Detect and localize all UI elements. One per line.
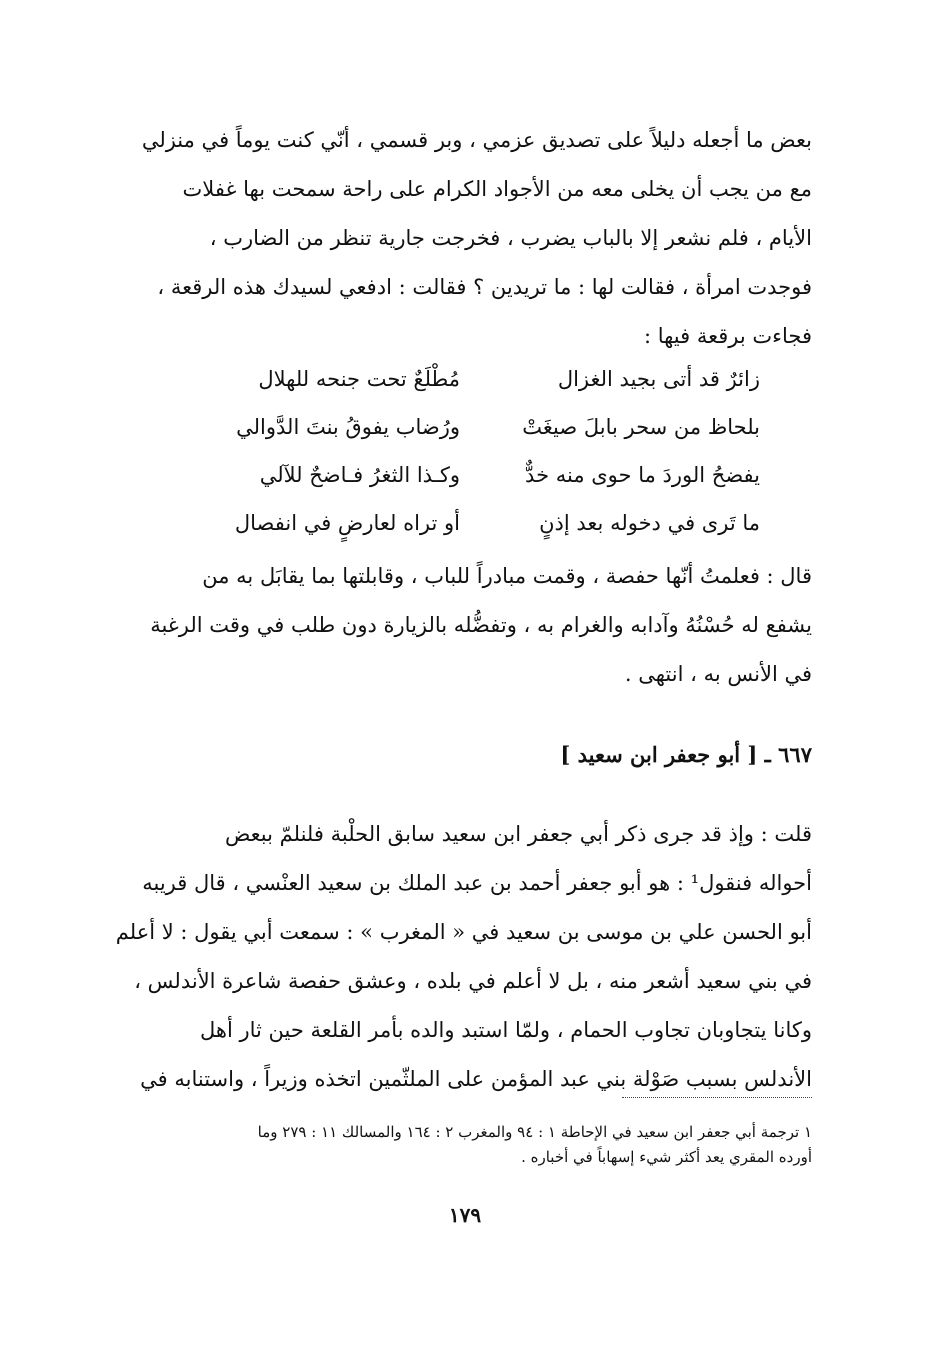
poem-verse: [160, 355, 760, 403]
text-line: مع من يجب أن يخلى معه من الأجواد الكرام على راحة سمحت بها غفلات: [182, 177, 812, 201]
footnote-separator: [622, 1097, 812, 1098]
footnote-line: أورده المقري يعد أكثر شيء إسهاباً في أخباره .: [521, 1148, 812, 1166]
verse-first-hemistich: بلحاظ من سحر بابلَ صيغَتْ: [522, 415, 760, 439]
paragraph-biography: [112, 810, 812, 1104]
text-line: فوجدت امرأة ، فقالت لها : ما تريدين ؟ فقالت : ادفعي لسيدك هذه الرقعة ،: [157, 275, 812, 299]
text-line: أبو الحسن علي بن موسى بن سعيد في « المغرب » : سمعت أبي يقول : لا أعلم: [115, 920, 812, 944]
text-line: فجاءت برقعة فيها :: [643, 324, 812, 348]
verse-first-hemistich: يفضحُ الوردَ ما حوى منه خدٌّ: [525, 463, 760, 487]
text-line: في بني سعيد أشعر منه ، بل لا أعلم في بلده ، وعشق حفصة شاعرة الأندلس ،: [134, 969, 812, 993]
text-line: في الأنس به ، انتهى .: [624, 662, 812, 686]
poem: [160, 355, 760, 547]
poem-verse: [160, 403, 760, 451]
poem-verse: [160, 451, 760, 499]
text-line: بعض ما أجعله دليلاً على تصديق عزمي ، وبر قسمي ، أنّي كنت يوماً في منزلي: [141, 128, 812, 152]
page-number: ١٧٩: [448, 1203, 482, 1227]
verse-first-hemistich: ما تَرى في دخوله بعد إذنٍ: [539, 511, 760, 535]
footnote-line: ١ ترجمة أبي جعفر ابن سعيد في الإحاطة ١ : ٩٤ والمغرب ٢ : ١٦٤ والمسالك ١١ : ٢٧٩ وما: [257, 1123, 812, 1141]
verse-second-hemistich: أو تراه لعارضٍ في انفصال: [234, 511, 460, 535]
poem-verse: [160, 499, 760, 547]
verse-second-hemistich: مُطْلَعٌ تحت جنحه للهلال: [258, 367, 460, 391]
text-line: الأيام ، فلم نشعر إلا بالباب يضرب ، فخرجت جارية تنظر من الضارب ،: [209, 226, 812, 250]
paragraph-conclusion: [112, 552, 812, 699]
verse-second-hemistich: ورُضاب يفوقُ بنتَ الدَّوالي: [236, 415, 460, 439]
footnote: [112, 1120, 812, 1170]
verse-second-hemistich: وكـذا الثغرُ فـاضحٌ للآلي: [259, 463, 460, 487]
text-line: قلت : وإذ قد جرى ذكر أبي جعفر ابن سعيد سابق الحلْبة فلنلمّ ببعض: [224, 822, 812, 846]
text-line: أحواله فنقول¹ : هو أبو جعفر أحمد بن عبد الملك بن سعيد العنْسي ، قال قريبه: [142, 871, 812, 895]
text-line: قال : فعلمتُ أنّها حفصة ، وقمت مبادراً للباب ، وقابلتها بما يقابَل به من: [202, 564, 812, 588]
paragraph-narrative: [112, 116, 812, 361]
text-line: الأندلس بسبب صَوْلة بني عبد المؤمن على الملثّمين اتخذه وزيراً ، واستنابه في: [140, 1067, 812, 1091]
section-heading: ٦٦٧ ـ [ أبو جعفر ابن سعيد ]: [560, 742, 812, 767]
verse-first-hemistich: زائرٌ قد أتى بجيد الغزال: [557, 367, 760, 391]
text-line: يشفع له حُسْنُهُ وآدابه والغرام به ، وتفضُّله بالزيارة دون طلب في وقت الرغبة: [150, 613, 812, 637]
text-line: وكانا يتجاوبان تجاوب الحمام ، ولمّا استبد والده بأمر القلعة حين ثار أهل: [199, 1018, 812, 1042]
